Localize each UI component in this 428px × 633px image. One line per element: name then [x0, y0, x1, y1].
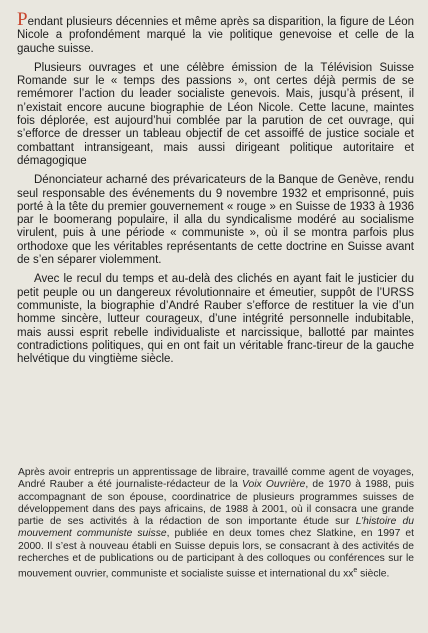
century-superscript: e — [353, 567, 358, 575]
paragraph-1 — [17, 10, 414, 56]
bio-text-4: siècle. — [357, 568, 390, 580]
paragraph-3: Dénonciateur acharné des prévaricateurs de la Banque de Genève, rendu seul responsable des événements du 9 novembre 1932 et emprisonné, puis porté à la tête du premier gouvernement « rouge » en Suisse de 1933 à 1936 par le boomerang populaire, il alla du syndicalisme modéré au socialisme virulent, puis à une période « communiste », où il se montra parfois plus orthodoxe que les véritables représentants de cette doctrine en Suisse avant de s’en séparer violemment. — [17, 174, 414, 267]
drop-cap: P — [17, 9, 28, 30]
bio-text-2: , de 1970 à 1988, puis accompagnant de son épouse, coordinatrice de plusieurs programmes suisses de développement dans des pays africains, de 1988 à 2001, où il consacra une grande partie de ses activités à la rédaction de son importante étude sur — [18, 479, 414, 528]
book-title: L’histoire du mouvement communiste suisse — [18, 516, 414, 540]
paragraph-4: Avec le recul du temps et au-delà des clichés en ayant fait le justicier du petit peuple ou un dangereux révolutionnaire et émeutier, suppôt de l’URSS communiste, la biographie d’André Rauber s’efforce de restituer la vie d’un homme sincère, lutteur courageux, d’une intégrité personnelle indubitable, mais aussi esprit rebelle individualiste et narcissique, ballotté par maintes contradictions politiques, qui en ont fait un véritable franc-tireur de la gauche helvétique du vingtième siècle. — [17, 273, 414, 366]
paragraph-1-text: endant plusieurs décennies et même après sa disparition, la figure de Léon Nicole a profondément marqué la vie politique genevoise et celle de la gauche suisse. — [17, 16, 414, 55]
bio-text-3: , publiée en deux tomes chez Slatkine, en 1997 et 2000. Il s’est à nouveau établi en Suisse depuis lors, se consacrant à des activités de recherches et de publications ou de participant à des colloques ou conférences sur le mouvement ouvrier, communiste et socialiste suisse et international du xx — [18, 528, 414, 580]
bio-text-1: Après avoir entrepris un apprentissage de libraire, travaillé comme agent de voyages, André Rauber a été journaliste-rédacteur de la — [18, 467, 414, 491]
author-biography — [18, 467, 414, 581]
summary-text — [17, 10, 414, 366]
journal-title: Voix Ouvrière — [242, 479, 306, 491]
paragraph-2: Plusieurs ouvrages et une célèbre émission de la Télévision Suisse Romande sur le « temps des passions », ont certes déjà permis de se remémorer l’action du leader socialiste genevois. Mais, jusqu’à présent, il n’existait encore aucune biographie de Léon Nicole. Cette lacune, maintes fois déplorée, est aujourd’hui comblée par la parution de cet ouvrage, qui s’efforce de dresser un tableau objectif de cet assoiffé de justice sociale et combattant intransigeant, mais aussi dirigeant politique autoritaire et démagogique — [17, 61, 414, 167]
bio-paragraph — [18, 467, 414, 581]
